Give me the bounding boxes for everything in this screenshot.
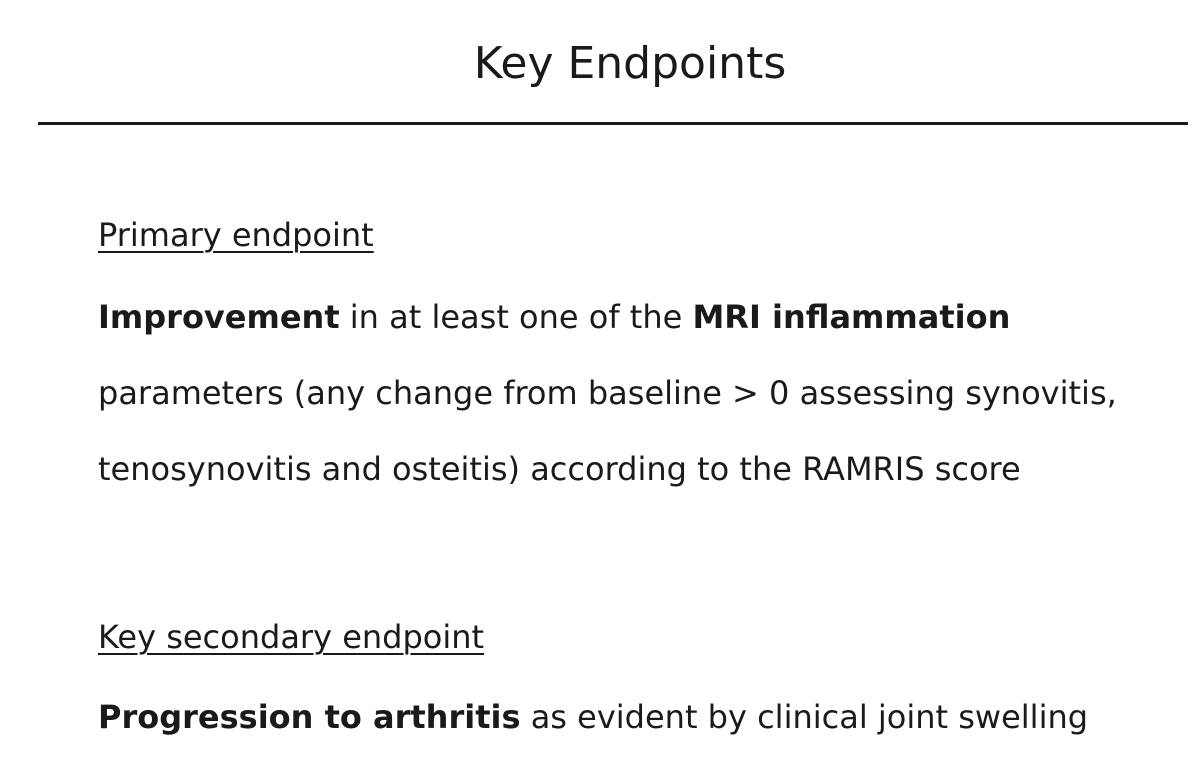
- primary-endpoint-line-3: tenosynovitis and osteitis) according to the RAMRIS score: [98, 450, 1021, 488]
- primary-mri-inflammation-bold: MRI inflammation: [692, 298, 1011, 336]
- secondary-progression-bold: Progression to arthritis: [98, 698, 521, 736]
- primary-improvement-bold: Improvement: [98, 298, 340, 336]
- key-secondary-endpoint-heading: Key secondary endpoint: [98, 618, 485, 656]
- primary-line-1-text: in at least one of the: [339, 298, 693, 336]
- secondary-endpoint-line-1: [98, 698, 1088, 736]
- secondary-line-1-text: as evident by clinical joint swelling: [520, 698, 1089, 736]
- slide-title: Key Endpoints: [473, 38, 787, 89]
- primary-endpoint-line-2: parameters (any change from baseline > 0 assessing synovitis,: [98, 374, 1117, 412]
- primary-endpoint-line-1: [98, 298, 1010, 336]
- primary-endpoint-heading: Primary endpoint: [98, 216, 374, 254]
- title-divider: [38, 122, 1188, 125]
